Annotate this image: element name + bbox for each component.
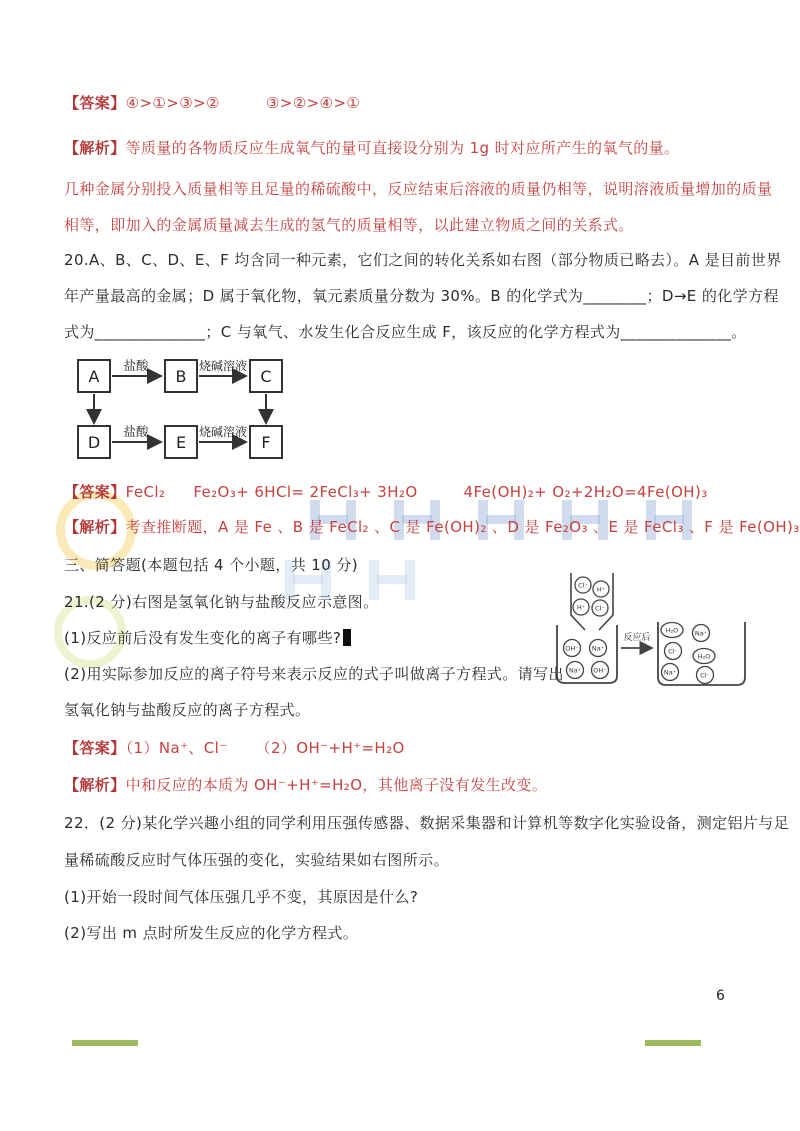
analysis-21-line [64,774,547,796]
answer-20-equation-2: 4Fe(OH)₂+ O₂+2H₂O=4Fe(OH)₃ [463,483,708,501]
answer-20-equation-1: Fe₂O₃+ 6HCl= 2FeCl₃+ 3H₂O [193,483,418,501]
q22-part2-text: (2)写出 m 点时所发生反应的化学方程式。 [64,924,359,942]
flow-letter-b: B [175,367,187,386]
q20-stem-line-1[interactable] [64,249,782,271]
q22-stem-line-1[interactable] [64,812,789,834]
analysis-label: 【解析】 [64,776,126,794]
section-3-heading-text: 三、简答题(本题包括 4 个小题，共 10 分) [64,556,359,574]
before-ion-3: Na⁺ [568,666,582,675]
q22-text-2: 量稀硫酸反应时气体压强的变化，实验结果如右图所示。 [64,851,450,869]
section-3-heading[interactable] [64,554,358,576]
before-ion-1: OH⁻ [565,644,579,653]
answer-20-formula: FeCl₂ [125,483,166,501]
funnel-ion-2: H⁺ [596,585,606,594]
answer-21-line [64,737,405,759]
q22-part2-line[interactable] [64,922,358,944]
after-ion-1: H₂O [665,626,679,635]
q22-part1-line[interactable] [64,886,418,908]
analysis-19-text-2: 几种金属分别投入质量相等且足量的稀硫酸中，反应结束后溶液的质量仍相等，说明溶液质量增加的质量 [64,180,773,198]
answer-19-order-1: ④>①>③>② [125,94,220,112]
funnel-ion-4: Cl⁻ [595,604,605,613]
analysis-20-line [64,516,800,538]
q21-part2-text-1: (2)用实际参加反应的离子符号来表示反应的式子叫做离子方程式。请写出 [64,665,564,683]
after-ion-3: Cl⁻ [668,647,678,656]
q20-stem-line-2[interactable] [64,285,779,307]
q21-part2-text-2: 氢氧化钠与盐酸反应的离子方程式。 [64,701,311,719]
analysis-label: 【解析】 [64,139,126,157]
after-ion-2: Na⁺ [694,629,708,638]
footer-bar-left [72,1040,138,1046]
answer-label: 【答案】 [64,483,126,501]
analysis-19-line-1 [64,137,679,159]
alkali-label-bottom: 烧碱溶液 [198,425,248,439]
analysis-20-text: 考查推断题，A 是 Fe 、B 是 FeCl₂ 、C 是 Fe(OH)₂ 、D 是 Fe₂O₃ 、E 是 FeCl₃ 、F 是 Fe(OH)₃ [125,518,800,536]
before-ion-4: OH⁻ [593,666,607,675]
flow-letter-c: C [260,367,272,386]
acid-label-top: 盐酸 [123,358,149,373]
q20-flow-diagram[interactable] [64,350,364,475]
after-ion-5: Na⁺ [663,668,677,677]
q21-part2-line-2[interactable] [64,699,310,721]
answer-label: 【答案】 [64,94,126,112]
q20-text-3: 式为______________；C 与氧气、水发生化合反应生成 F，该反应的化学方程式为______________。 [64,323,747,341]
analysis-19-text-1: 等质量的各物质反应生成氧气的量可直接设分别为 1g 时对应所产生的氧气的量。 [125,139,680,157]
footer-bar-right [645,1040,701,1046]
flow-letter-e: E [175,433,187,452]
funnel-ion-3: H⁺ [576,603,586,612]
q22-part1-text: (1)开始一段时间气体压强几乎不变，其原因是什么? [64,888,419,906]
answer-label: 【答案】 [64,739,126,757]
funnel-ion-1: Cl⁻ [578,581,588,590]
answer-21-part-2: （2）OH⁻+H⁺=H₂O [255,739,405,757]
q21-ion-diagram[interactable] [548,558,752,708]
answer-19-line [64,92,360,114]
q21-part2-line-1[interactable] [64,663,564,685]
q22-text-1: 22．(2 分)某化学兴趣小组的同学利用压强传感器、数据采集器和计算机等数字化实验设备，测定铝片与足 [64,814,790,832]
page-number: 6 [716,988,725,1004]
q21-intro-line[interactable] [64,591,378,613]
flow-letter-d: D [87,433,101,452]
analysis-19-text-3: 相等，即加入的金属质量减去生成的氢气的质量相等，以此建立物质之间的关系式。 [64,216,634,234]
before-ion-2: Na⁺ [591,644,605,653]
analysis-19-line-2 [64,178,772,200]
text-cursor [343,629,351,646]
analysis-21-text: 中和反应的本质为 OH⁻+H⁺=H₂O，其他离子没有发生改变。 [125,776,548,794]
answer-20-line [64,481,708,503]
q20-text-1: 20.A、B、C、D、E、F 均含同一种元素，它们之间的转化关系如右图（部分物质已略去）。A 是目前世界 [64,251,782,269]
after-ion-6: Cl⁻ [700,671,710,680]
answer-21-part-1: （1）Na⁺、Cl⁻ [125,739,228,757]
q21-intro-text: 21.(2 分)右图是氢氧化钠与盐酸反应示意图。 [64,593,379,611]
analysis-19-line-3 [64,214,634,236]
q22-stem-line-2[interactable] [64,849,449,871]
analysis-label: 【解析】 [64,518,126,536]
q20-stem-line-3[interactable] [64,321,747,343]
flow-letter-a: A [88,367,100,386]
acid-label-bottom: 盐酸 [123,424,149,439]
q21-part1-line[interactable] [64,627,351,649]
q21-part1-text: (1)反应前后没有发生变化的离子有哪些? [64,629,342,647]
q20-text-2: 年产量最高的金属；D 属于氧化物，氧元素质量分数为 30%。B 的化学式为________；D→E 的化学方程 [64,287,779,305]
alkali-label-top: 烧碱溶液 [198,359,248,373]
reaction-arrow-label: 反应后 [623,633,651,643]
answer-19-order-2: ③>②>④>① [265,94,361,112]
flow-letter-f: F [261,433,271,452]
after-ion-4: H₂O [697,652,711,661]
